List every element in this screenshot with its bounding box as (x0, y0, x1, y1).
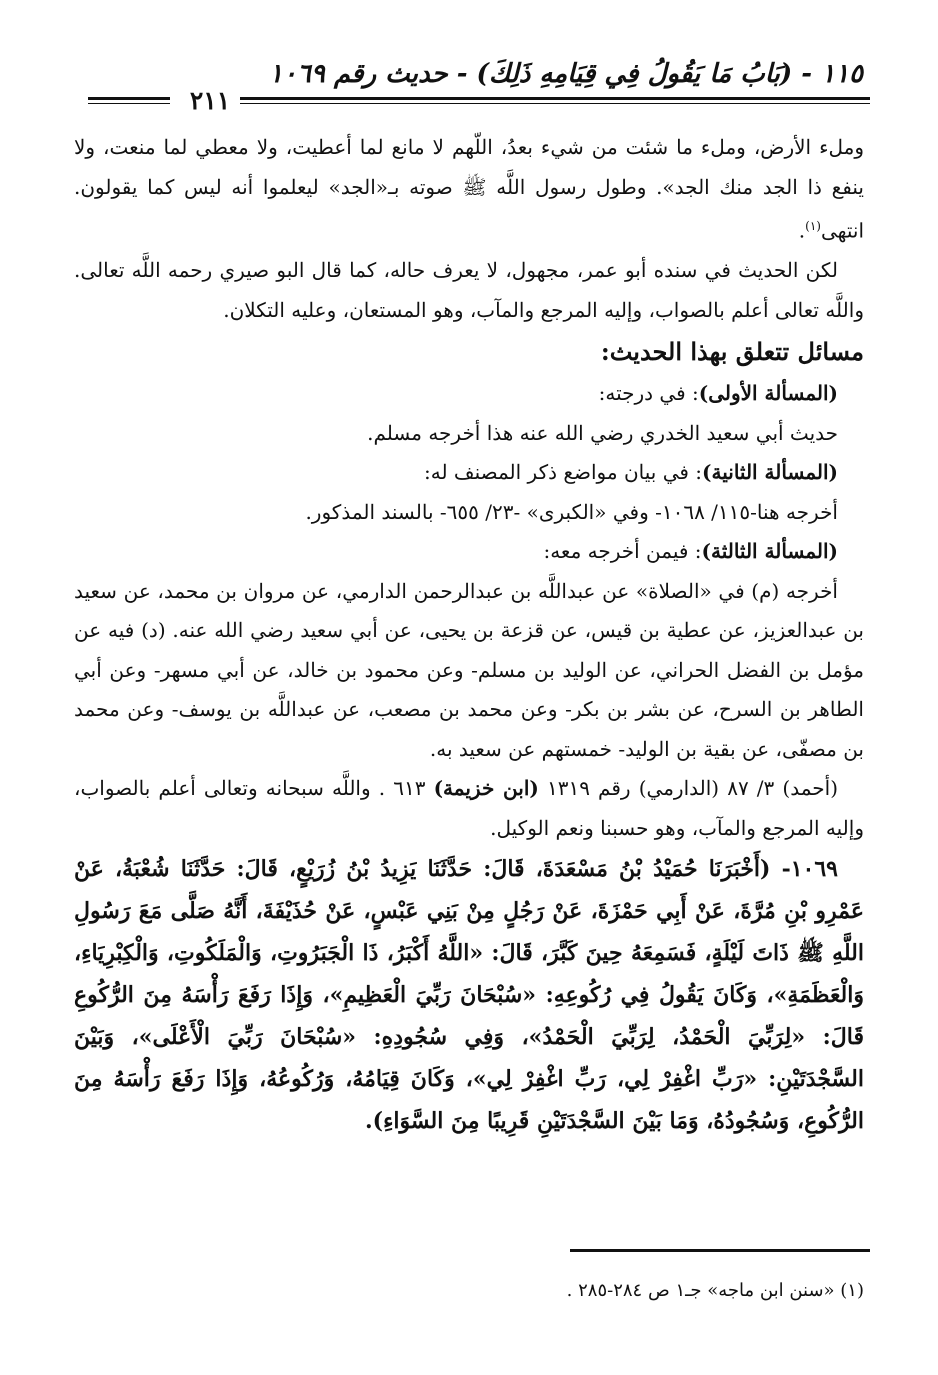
header-rule-left-thin (88, 103, 170, 104)
main-text (74, 128, 864, 1142)
references-paragraph (74, 769, 864, 848)
question-2-label: (المسألة الثانية) (702, 460, 838, 485)
paragraph-commentary (74, 128, 864, 251)
header-rule-right (240, 97, 870, 100)
question-2-text: : في بيان مواضع ذكر المصنف له: (423, 460, 703, 485)
page-number: ٢١١ (189, 86, 231, 115)
references-closing: ٦١٣ . واللَّه سبحانه وتعالى أعلم بالصواب، وإليه المرجع والمآب، وهو حسبنا ونعم الوكيل. (74, 776, 864, 840)
question-3-text: : فيمن أخرجه معه: (543, 539, 702, 564)
question-1-text: : في درجته: (598, 381, 699, 406)
section-heading: مسائل تتعلق بهذا الحديث: (600, 337, 864, 367)
question-2 (74, 453, 864, 493)
question-1-label: (المسألة الأولى) (698, 381, 838, 406)
question-3-body: أخرجه (م) في «الصلاة» عن عبداللَّه بن عبدالرحمن الدارمي، عن مروان بن محمد، عن سعيد بن عبدالعزيز، عن عطية بن قيس، عن قزعة بن يحيى، عن أبي سعيد رضي الله عنه. (د) فيه عن مؤمل بن الفضل الحراني، عن الوليد بن مسلم- وعن محمود بن خالد، عن أبي مسهر- وعن أبي الطاهر بن السرح، عن بشر بن بكر- وعن محمد بن مصعب، عن عبداللَّه بن يوسف- وعن محمد بن مصفّى، عن بقية بن الوليد- خمستهم عن سعيد به. (74, 578, 864, 761)
question-1-body: حديث أبي سعيد الخدري رضي الله عنه هذا أخرجه مسلم. (367, 420, 838, 445)
paragraph-commentary-text: وملء الأرض، وملء ما شئت من شيء بعدُ، اللّهم لا مانع لما أعطيت، ولا معطي لما منعت، ولا ينفع ذا الجد منك الجد». وطول رسول اللَّه ﷺ صوته بـ«الجد» ليعلموا أنه ليس كما يقولون. انتهى (74, 135, 864, 243)
running-header-title: ١١٥ - (بَابُ مَا يَقُولُ فِي قِيَامِهِ ذَلِكَ) - حديث رقم ١٠٦٩ (268, 59, 863, 89)
question-1 (74, 374, 864, 414)
footnote-1: (١) «سنن ابن ماجه» جـ١ ص ٢٨٤-٢٨٥ . (566, 1280, 864, 1301)
hadith-1069: ١٠٦٩- (أَخْبَرَنَا حُمَيْدُ بْنُ مَسْعَدَةَ، قَالَ: حَدَّثَنَا يَزِيدُ بْنُ زُرَيْعٍ، قَالَ: حَدَّثَنَا شُعْبَةُ، عَنْ عَمْرِو بْنِ مُرَّةَ، عَنْ أَبِي حَمْزَةَ، عَنْ رَجُلٍ مِنْ بَنِي عَبْسٍ، عَنْ حُذَيْفَةَ، أَنَّهُ صَلَّى مَعَ رَسُولِ اللَّهِ ﷺ ذَاتَ لَيْلَةٍ، فَسَمِعَهُ حِينَ كَبَّرَ، قَالَ: «اللَّهُ أَكْبَرُ، ذَا الْجَبَرُوتِ، وَالْمَلَكُوتِ، وَالْكِبْرِيَاءِ، وَالْعَظَمَةِ»، وَكَانَ يَقُولُ فِي رُكُوعِهِ: «سُبْحَانَ رَبِّيَ الْعَظِيمِ»، وَإِذَا رَفَعَ رَأْسَهُ مِنَ الرُّكُوعِ قَالَ: «لِرَبِّيَ الْحَمْدُ، لِرَبِّيَ الْحَمْدُ»، وَفِي سُجُودِهِ: «سُبْحَانَ رَبِّيَ الْأَعْلَى»، وَبَيْنَ السَّجْدَتَيْنِ: «رَبِّ اغْفِرْ لِي، رَبِّ اغْفِرْ لِي»، وَكَانَ قِيَامُهُ، وَرُكُوعُهُ، وَإِذَا رَفَعَ رَأْسَهُ مِنَ الرُّكُوعِ، وَسُجُودُهُ، وَمَا بَيْنَ السَّجْدَتَيْنِ قَرِيبًا مِنَ السَّوَاءِ). (74, 856, 864, 1135)
header-rule-right-thin (240, 103, 870, 104)
question-3-label: (المسألة الثالثة) (701, 539, 838, 564)
ref-ahmad-vol: ٣/ ٨٧ (727, 776, 775, 801)
header-rule-left (88, 97, 170, 100)
question-3 (74, 532, 864, 572)
ref-ahmad: (أحمد) (782, 776, 839, 801)
ref-darimi: (الدارمي) (638, 776, 720, 801)
ref-ibn-khuzaima: (ابن خزيمة) (433, 776, 539, 801)
paragraph-isnad-note: لكن الحديث في سنده أبو عمر، مجهول، لا يعرف حاله، كما قال البو صيري رحمه اللَّه تعالى. واللَّه تعالى أعلم بالصواب، وإليه المرجع والمآب، وهو المستعان، وعليه التكلان. (74, 258, 864, 322)
question-2-body: أخرجه هنا-١١٥/ ١٠٦٨- وفي «الكبرى» -٢٣/ ٦٥٥- بالسند المذكور. (305, 499, 838, 524)
paragraph-commentary-end: . (798, 218, 806, 243)
footnote-divider (570, 1249, 870, 1252)
footnote-ref[interactable]: (١) (805, 219, 821, 233)
ref-darimi-number: رقم ١٣١٩ (546, 776, 631, 801)
